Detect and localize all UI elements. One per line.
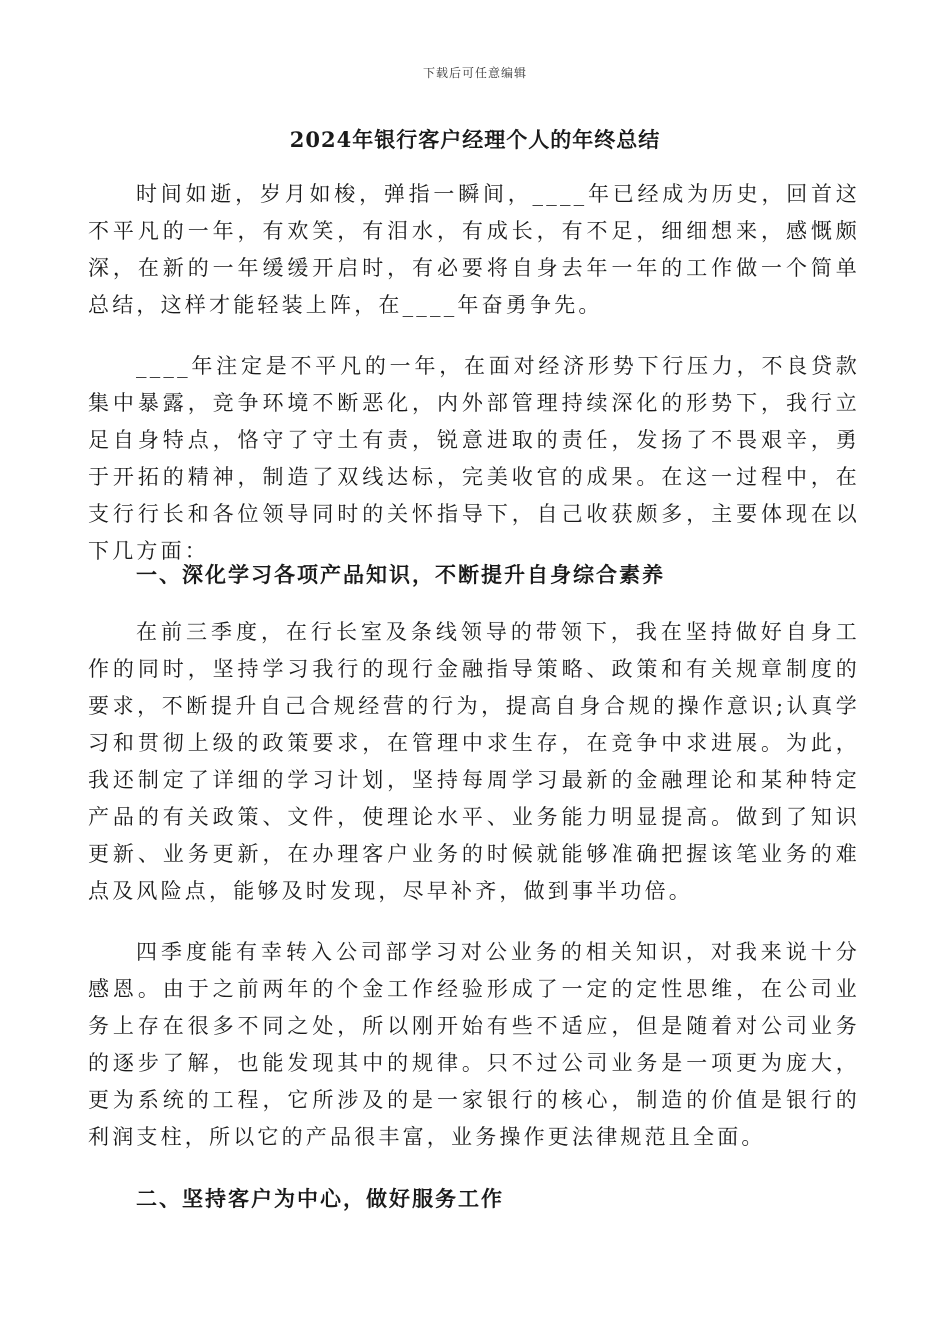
paragraph-intro: 时间如逝，岁月如梭，弹指一瞬间，____年已经成为历史，回首这不平凡的一年，有欢笑，有泪水，有成长，有不足，细细想来，感慨颇深，在新的一年缓缓开启时，有必要将自身去年一年的工作做一个简单总结，这样才能轻装上阵，在____年奋勇争先。: [88, 182, 860, 317]
paragraph-section1-b: 四季度能有幸转入公司部学习对公业务的相关知识，对我来说十分感恩。由于之前两年的个金工作经验形成了一定的定性思维，在公司业务上存在很多不同之处，所以刚开始有些不适应，但是随着对公司业务的逐步了解，也能发现其中的规律。只不过公司业务是一项更为庞大，更为系统的工程，它所涉及的是一家银行的核心，制造的价值是银行的利润支柱，所以它的产品很丰富，业务操作更法律规范且全面。: [88, 940, 860, 1149]
paragraph-overview: ____年注定是不平凡的一年，在面对经济形势下行压力，不良贷款集中暴露，竞争环境不断恶化，内外部管理持续深化的形势下，我行立足自身特点，恪守了守土有责，锐意进取的责任，发扬了不畏艰辛，勇于开拓的精神，制造了双线达标，完美收官的成果。在这一过程中，在支行行长和各位领导同时的关怀指导下，自己收获颇多，主要体现在以下几方面：: [88, 354, 860, 563]
paragraph-section1-a: 在前三季度，在行长室及条线领导的带领下，我在坚持做好自身工作的同时，坚持学习我行的现行金融指导策略、政策和有关规章制度的要求，不断提升自己合规经营的行为，提高自身合规的操作意识;认真学习和贯彻上级的政策要求，在管理中求生存，在竞争中求进展。为此，我还制定了详细的学习计划，坚持每周学习最新的金融理论和某种特定产品的有关政策、文件，使理论水平、业务能力明显提高。做到了知识更新、业务更新，在办理客户业务的时候就能够准确把握该笔业务的难点及风险点，能够及时发现，尽早补齐，做到事半功倍。: [88, 620, 860, 903]
section-heading-1: 一、深化学习各项产品知识，不断提升自身综合素养: [136, 562, 665, 587]
document-title: 2024年银行客户经理个人的年终总结: [289, 127, 661, 152]
header-note: 下载后可任意编辑: [422, 66, 527, 80]
section-heading-2: 二、坚持客户为中心，做好服务工作: [136, 1186, 504, 1211]
